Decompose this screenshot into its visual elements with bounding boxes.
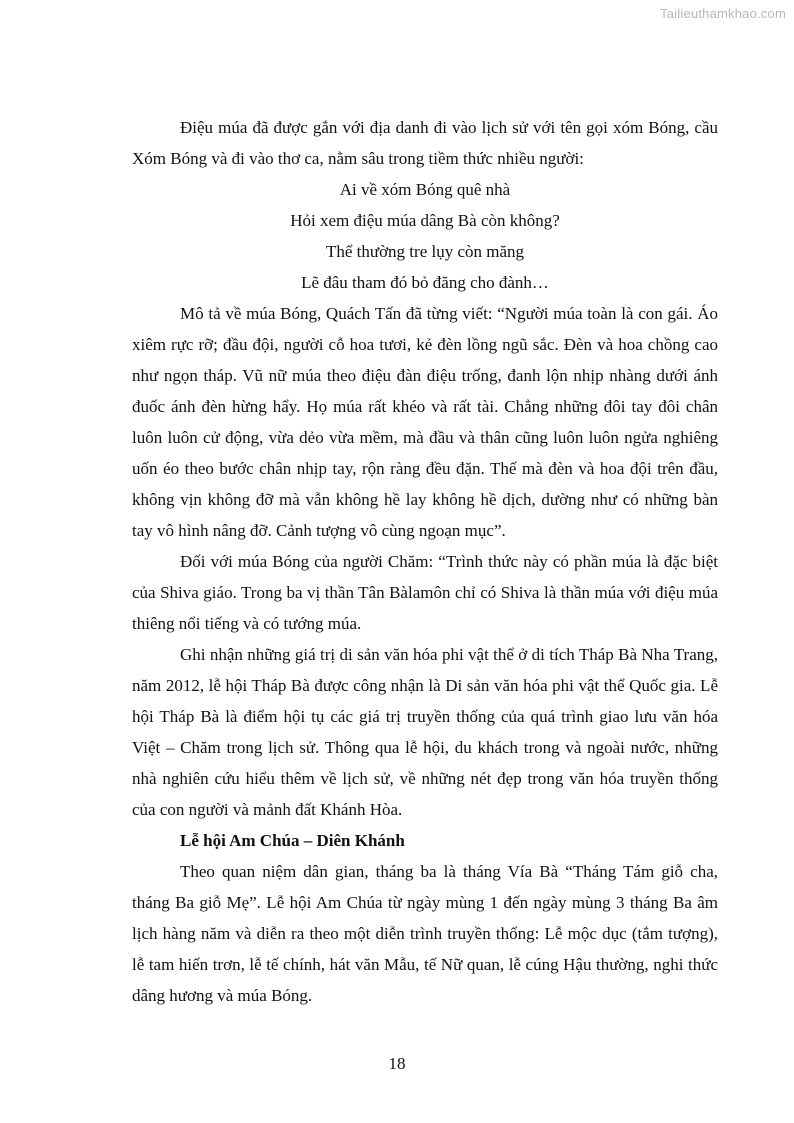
paragraph-intro: Điệu múa đã được gắn với địa danh đi vào lịch sử với tên gọi xóm Bóng, cầu Xóm Bóng và đi vào thơ ca, nằm sâu trong tiềm thức nhiều người:	[132, 118, 718, 168]
paragraph-cham-dance: Đối với múa Bóng của người Chăm: “Trình thức này có phần múa là đặc biệt của Shiva giáo. Trong ba vị thần Tân Bàlamôn chỉ có Shiva là thần múa với điệu múa thiêng nổi tiếng và có tướng múa.	[132, 552, 718, 633]
verse-line-1: Ai về xóm Bóng quê nhà	[339, 180, 511, 199]
section-heading: Lễ hội Am Chúa – Diên Khánh	[180, 831, 405, 850]
verse-line-2: Hỏi xem điệu múa dâng Bà còn không?	[290, 211, 560, 230]
document-body	[132, 112, 718, 1011]
paragraph-quach-tan-quote: Mô tả về múa Bóng, Quách Tấn đã từng viết: “Người múa toàn là con gái. Áo xiêm rực rỡ; đầu đội, người cỗ hoa tươi, kẻ đèn lồng ngũ sắc. Đèn và hoa chồng cao như ngọn tháp. Vũ nữ múa theo điệu đàn điệu trống, đanh lộn nhịp nhàng dưới ánh đuốc ánh đèn hừng hẩy. Họ múa rất khéo và rất tài. Chẳng những đôi tay đôi chân luôn luôn cử động, vừa dẻo vừa mềm, mà đầu và thân cũng luôn luôn ngửa nghiêng uốn éo theo bước chân nhịp tay, rộn ràng đều đặn. Thế mà đèn và hoa đội trên đầu, không vịn không đỡ mà vẫn không hề lay không hề dịch, dường như có những bàn tay vô hình nâng đỡ. Cảnh tượng vô cùng ngoạn mục”.	[132, 304, 718, 540]
page-number: 18	[388, 1054, 406, 1073]
poem-verse	[132, 174, 718, 298]
verse-line-4: Lẽ đâu tham đó bỏ đăng cho đành…	[301, 273, 549, 292]
watermark-text: Tailieuthamkhao.com	[660, 6, 786, 21]
paragraph-am-chua: Theo quan niệm dân gian, tháng ba là tháng Vía Bà “Tháng Tám giỗ cha, tháng Ba giỗ Mẹ”. Lễ hội Am Chúa từ ngày mùng 1 đến ngày mùng 3 tháng Ba âm lịch hàng năm và diễn ra theo một diễn trình truyền thống: Lễ mộc dục (tắm tượng), lễ tam hiến trơn, lễ tế chính, hát văn Mẫu, tế Nữ quan, lễ cúng Hậu thường, nghi thức dâng hương và múa Bóng.	[132, 862, 718, 1005]
verse-line-3: Thể thường tre lụy còn măng	[325, 242, 525, 261]
paragraph-heritage: Ghi nhận những giá trị di sản văn hóa phi vật thể ở di tích Tháp Bà Nha Trang, năm 2012, lễ hội Tháp Bà được công nhận là Di sản văn hóa phi vật thể Quốc gia. Lễ hội Tháp Bà là điểm hội tụ các giá trị truyền thống của quá trình giao lưu văn hóa Việt – Chăm trong lịch sử. Thông qua lễ hội, du khách trong và ngoài nước, những nhà nghiên cứu hiểu thêm về lịch sử, về những nét đẹp trong văn hóa truyền thống của con người và mảnh đất Khánh Hòa.	[132, 645, 718, 819]
